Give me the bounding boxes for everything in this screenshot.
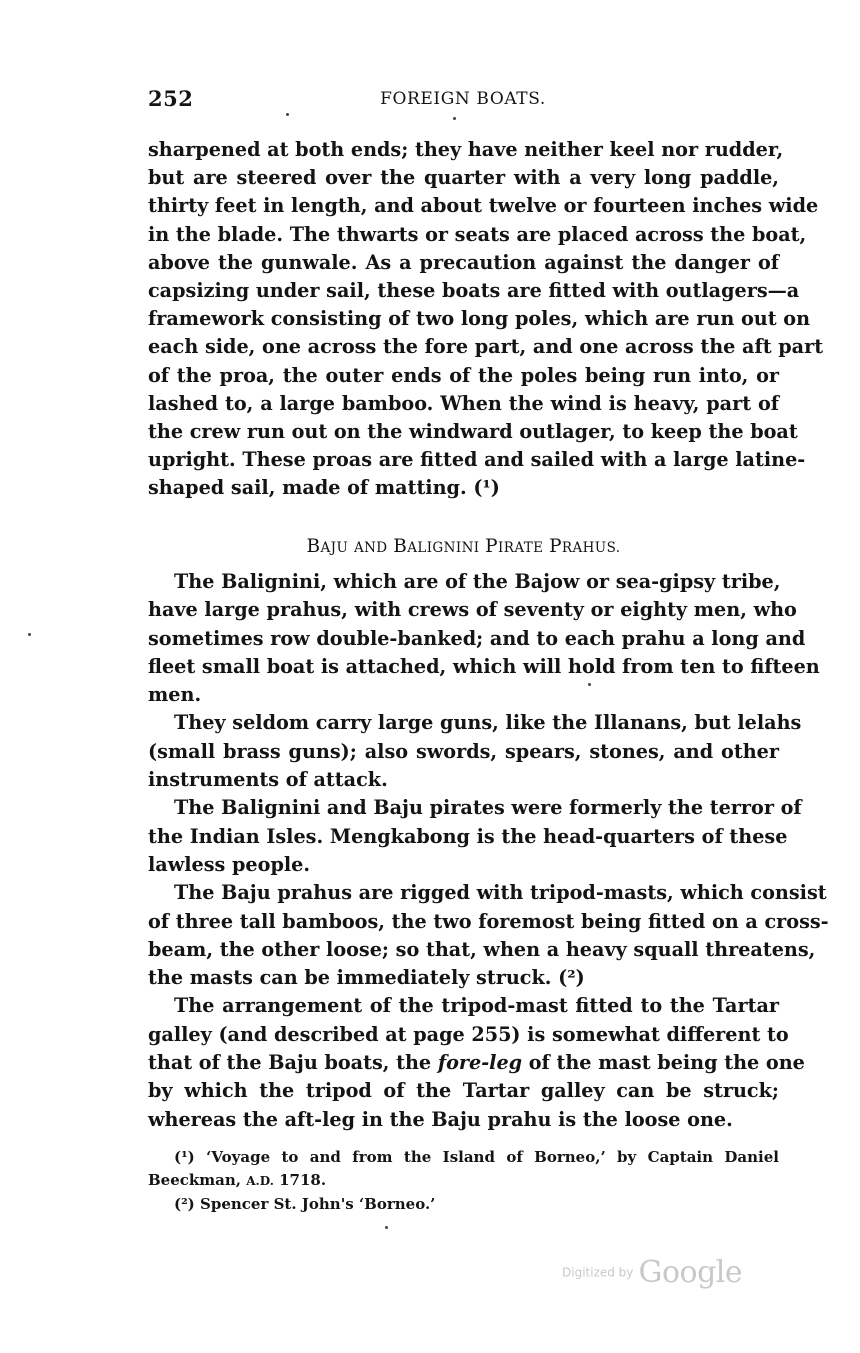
scan-speck (286, 113, 289, 116)
heading-rest: RAHUS. (561, 540, 621, 556)
paragraph-weapons (148, 709, 802, 794)
era-abbrev: A.D. (246, 1174, 274, 1188)
footnote-marker: (²) (174, 1195, 195, 1213)
text-line: of three tall bamboos, the two foremost being fitted on a cross- (148, 909, 829, 933)
text-line: by which the tripod of the Tartar galley can be struck; (148, 1079, 779, 1103)
text-line: but are steered over the quarter with a very long paddle, (148, 166, 779, 190)
text-line: the Indian Isles. Mengkabong is the head-quarters of these (148, 824, 788, 848)
paragraph-tartar-galley (148, 992, 805, 1133)
text-fragment: that of the Baju boats, the (148, 1051, 438, 1075)
page-header (148, 86, 778, 116)
text-line: of the proa, the outer ends of the poles being run into, or (148, 363, 779, 387)
footnote-2 (148, 1193, 779, 1216)
text-fragment: of the mast being the one (522, 1051, 805, 1075)
italic-term: fore-leg (437, 1051, 523, 1075)
text-line: lashed to, a large bamboo. When the wind is heavy, part of (148, 391, 779, 415)
scan-speck (588, 683, 591, 686)
text-line: The Balignini and Baju pirates were formerly the terror of (174, 796, 802, 820)
text-line: framework consisting of two long poles, which are run out on (148, 307, 811, 331)
scan-speck (28, 633, 31, 636)
footnotes (148, 1146, 779, 1216)
footnote-text: Spencer St. John's ‘Borneo.’ (200, 1195, 436, 1213)
heading-word (307, 537, 349, 556)
section-heading (148, 536, 779, 557)
text-line: lawless people. (148, 852, 311, 876)
text-line (148, 1049, 805, 1077)
watermark-label: Digitized by (562, 1265, 634, 1280)
heading-rest: IRATE (498, 540, 544, 556)
heading-initial: P (485, 536, 499, 557)
text-line: men. (148, 683, 202, 707)
text-line: instruments of attack. (148, 768, 388, 792)
heading-initial: B (393, 536, 408, 557)
text-line: sometimes row double-banked; and to each prahu a long and (148, 626, 806, 650)
text-line: fleet small boat is attached, which will hold from ten to fifteen (148, 654, 820, 678)
text-line: galley (and described at page 255) is somewhat different to (148, 1022, 789, 1046)
footnote-1-continued (148, 1169, 779, 1193)
text-line: in the blade. The thwarts or seats are placed across the boat, (148, 222, 807, 246)
text-line: beam, the other loose; so that, when a heavy squall threatens, (148, 937, 816, 961)
text-line: The Balignini, which are of the Bajow or sea-gipsy tribe, (174, 570, 781, 593)
heading-rest: AJU (320, 540, 349, 556)
text-line: sharpened at both ends; they have neither keel nor rudder, (148, 138, 784, 161)
paragraph-outrigger-proas (148, 136, 824, 503)
text-line: upright. These proas are fitted and sailed with a large latine- (148, 448, 806, 472)
footnote-text: Beeckman, (148, 1171, 247, 1189)
heading-word (549, 537, 620, 556)
text-line: The Baju prahus are rigged with tripod-masts, which consist (174, 881, 827, 905)
paragraph-terror (148, 794, 802, 879)
footnote-ref-1[interactable]: (¹) (473, 476, 500, 500)
heading-word (354, 537, 388, 556)
footnote-text: 1718. (273, 1171, 327, 1189)
text-line: each side, one across the fore part, and one across the aft part (148, 335, 824, 359)
paragraph-balignini (148, 568, 820, 709)
text-line (148, 474, 779, 502)
footnote-1 (148, 1146, 779, 1169)
footnote-ref-2[interactable]: (²) (558, 966, 585, 990)
google-logo: Google (638, 1255, 743, 1290)
heading-rest: AND (353, 540, 388, 556)
heading-word (485, 537, 543, 556)
text-line: (small brass guns); also swords, spears, stones, and other (148, 739, 779, 763)
text-line: thirty feet in length, and about twelve or fourteen inches wide (148, 194, 819, 218)
text-line: The arrangement of the tripod-mast fitted to the Tartar (174, 994, 779, 1018)
footnote-marker: (¹) (174, 1148, 195, 1166)
text-line (148, 964, 779, 992)
heading-rest: ALIGNINI (407, 540, 480, 556)
text-line: above the gunwale. As a precaution against the danger of (148, 250, 779, 274)
digitized-by-google-watermark (562, 1255, 742, 1290)
text-line: capsizing under sail, these boats are fitted with outlagers—a (148, 279, 800, 303)
text-fragment: the masts can be immediately struck. (148, 966, 559, 990)
running-title: FOREIGN BOATS. (380, 89, 546, 109)
heading-word (393, 537, 479, 556)
paragraph-tripod-masts (148, 879, 829, 992)
footnote-text: ‘Voyage to and from the Island of Borneo,’ by Captain Daniel (206, 1148, 779, 1166)
text-line: have large prahus, with crews of seventy or eighty men, who (148, 598, 797, 622)
scan-speck (453, 117, 456, 120)
text-line: whereas the aft-leg in the Baju prahu is the loose one. (148, 1107, 733, 1131)
text-line: the crew run out on the windward outlager, to keep the boat (148, 420, 798, 444)
section-body (148, 568, 829, 1134)
text-line: They seldom carry large guns, like the Illanans, but lelahs (174, 711, 802, 735)
heading-initial: P (549, 536, 562, 557)
scan-speck (385, 1226, 388, 1229)
heading-initial: B (306, 536, 321, 557)
text-fragment: shaped sail, made of matting. (148, 476, 474, 500)
page-number: 252 (148, 86, 194, 111)
